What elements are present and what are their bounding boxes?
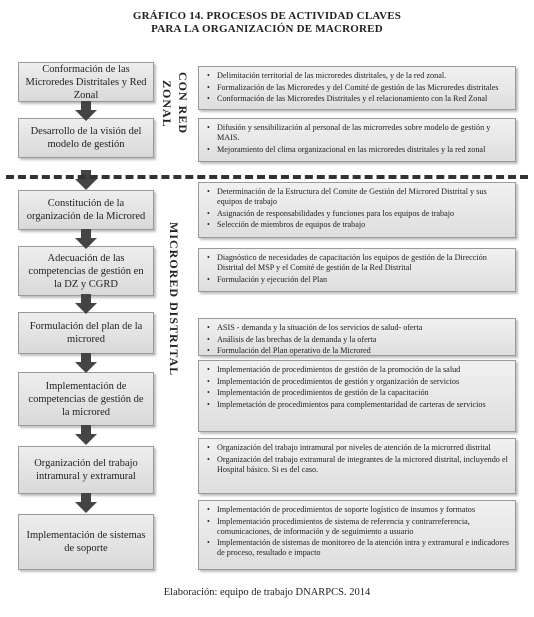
detail-item: • Conformación de las Microredes Distritales y el relacionamiento con la Red Zonal xyxy=(207,94,509,104)
down-arrow-icon xyxy=(75,353,97,373)
detail-item: • Asignación de responsabilidades y funciones para los equipos de trabajo xyxy=(207,209,509,219)
step-sistemas-soporte: Implementación de sistemas de soporte xyxy=(18,514,154,570)
detail-item: • Implementación de sistemas de monitoreo de la atención intra y extramural e indicadores de proceso, resultado e impacto xyxy=(207,538,509,558)
step-organizacion-trabajo: Organización del trabajo intramural y extramural xyxy=(18,446,154,494)
step-constitucion: Constitución de la organización de la Microred xyxy=(18,190,154,230)
detail-item: • Diagnóstico de necesidades de capacitación los equipos de gestión de la Dirección Distrital del MSP y el Comité de gestión de la Red Distrital xyxy=(207,253,509,273)
down-arrow-icon xyxy=(75,425,97,445)
detail-item: • ASIS - demanda y la situación de los servicios de salud- oferta xyxy=(207,323,509,333)
detail-item: • Organización del trabajo extramural de integrantes de la microred distrital, incluyendo el Hospital básico. Si es del caso. xyxy=(207,455,509,475)
section-divider xyxy=(6,175,528,179)
detail-item: • Difusión y sensibilización al personal de las microrredes sobre modelo de gestión y MAIS. xyxy=(207,123,509,143)
detail-item: • Implementación de procedimientos de gestión de la capacitación xyxy=(207,388,509,398)
source-footer: Elaboración: equipo de trabajo DNARPCS. 2014 xyxy=(163,587,371,598)
detail-item: • Formalización de las Microredes y del Comité de gestión de las Microredes distritales xyxy=(207,83,509,93)
section-label-con-red-zonal: CON RED xyxy=(176,72,190,135)
section-label-zonal: ZONAL xyxy=(160,80,174,128)
detail-item: • Análisis de las brechas de la demanda y la oferta xyxy=(207,335,509,345)
detail-item: • Implementación de procedimientos de soporte logístico de insumos y formatos xyxy=(207,505,509,515)
detail-box-soporte xyxy=(198,500,516,570)
down-arrow-icon xyxy=(75,294,97,314)
down-arrow-icon xyxy=(75,168,97,192)
detail-item: • Mejoramiento del clima organizacional en las microredes distritales y la red zonal xyxy=(207,145,509,155)
detail-item: • Implemetación de procedimientos para complementaridad de carteras de servicios xyxy=(207,400,509,410)
detail-item: • Formulación del Plan operativo de la Microred xyxy=(207,346,509,356)
detail-box-organizacion xyxy=(198,438,516,494)
detail-item: • Organización del trabajo intramural por niveles de atención de la microrred distrital xyxy=(207,443,509,453)
detail-box-conformacion xyxy=(198,66,516,110)
down-arrow-icon xyxy=(75,101,97,121)
chart-title-line1: GRÁFICO 14. PROCESOS DE ACTIVIDAD CLAVES xyxy=(132,10,402,22)
step-desarrollo-vision: Desarrollo de la visión del modelo de gestión xyxy=(18,118,154,158)
section-label-microred-distrital: MICRORED DISTRITAL xyxy=(167,222,181,377)
step-conformacion: Conformación de las Microredes Distritales y Red Zonal xyxy=(18,62,154,102)
step-implementacion-competencias: Implementación de competencias de gestión de la microred xyxy=(18,372,154,426)
detail-box-competencias xyxy=(198,360,516,432)
detail-item: • Selección de miembros de equipos de trabajo xyxy=(207,220,509,230)
step-adecuacion: Adecuación de las competencias de gestión en la DZ y CGRD xyxy=(18,246,154,296)
detail-item: • Implementación procedimientos de sistema de referencia y contrarreferencia, comunicaciones, de información y de seguimiento a usuario xyxy=(207,517,509,537)
detail-box-vision xyxy=(198,118,516,162)
detail-item: • Formulación y ejecución del Plan xyxy=(207,275,509,285)
down-arrow-icon xyxy=(75,229,97,249)
detail-box-constitucion xyxy=(198,182,516,238)
chart-title-line2: PARA LA ORGANIZACIÓN DE MACRORED xyxy=(151,23,383,35)
step-formulacion-plan: Formulación del plan de la microred xyxy=(18,312,154,354)
detail-box-formulacion xyxy=(198,318,516,356)
detail-item: • Delimitación territorial de las microredes distritales, y de la red zonal. xyxy=(207,71,509,81)
detail-item: • Determinación de la Estructura del Comite de Gestión del Microred Distrital y sus equipos de trabajo xyxy=(207,187,509,207)
detail-item: • Implementación de procedimientos de gestión y organización de servicios xyxy=(207,377,509,387)
down-arrow-icon xyxy=(75,493,97,513)
detail-box-adecuacion xyxy=(198,248,516,292)
detail-item: • Implementación de procedimientos de gestión de la promoción de la salud xyxy=(207,365,509,375)
